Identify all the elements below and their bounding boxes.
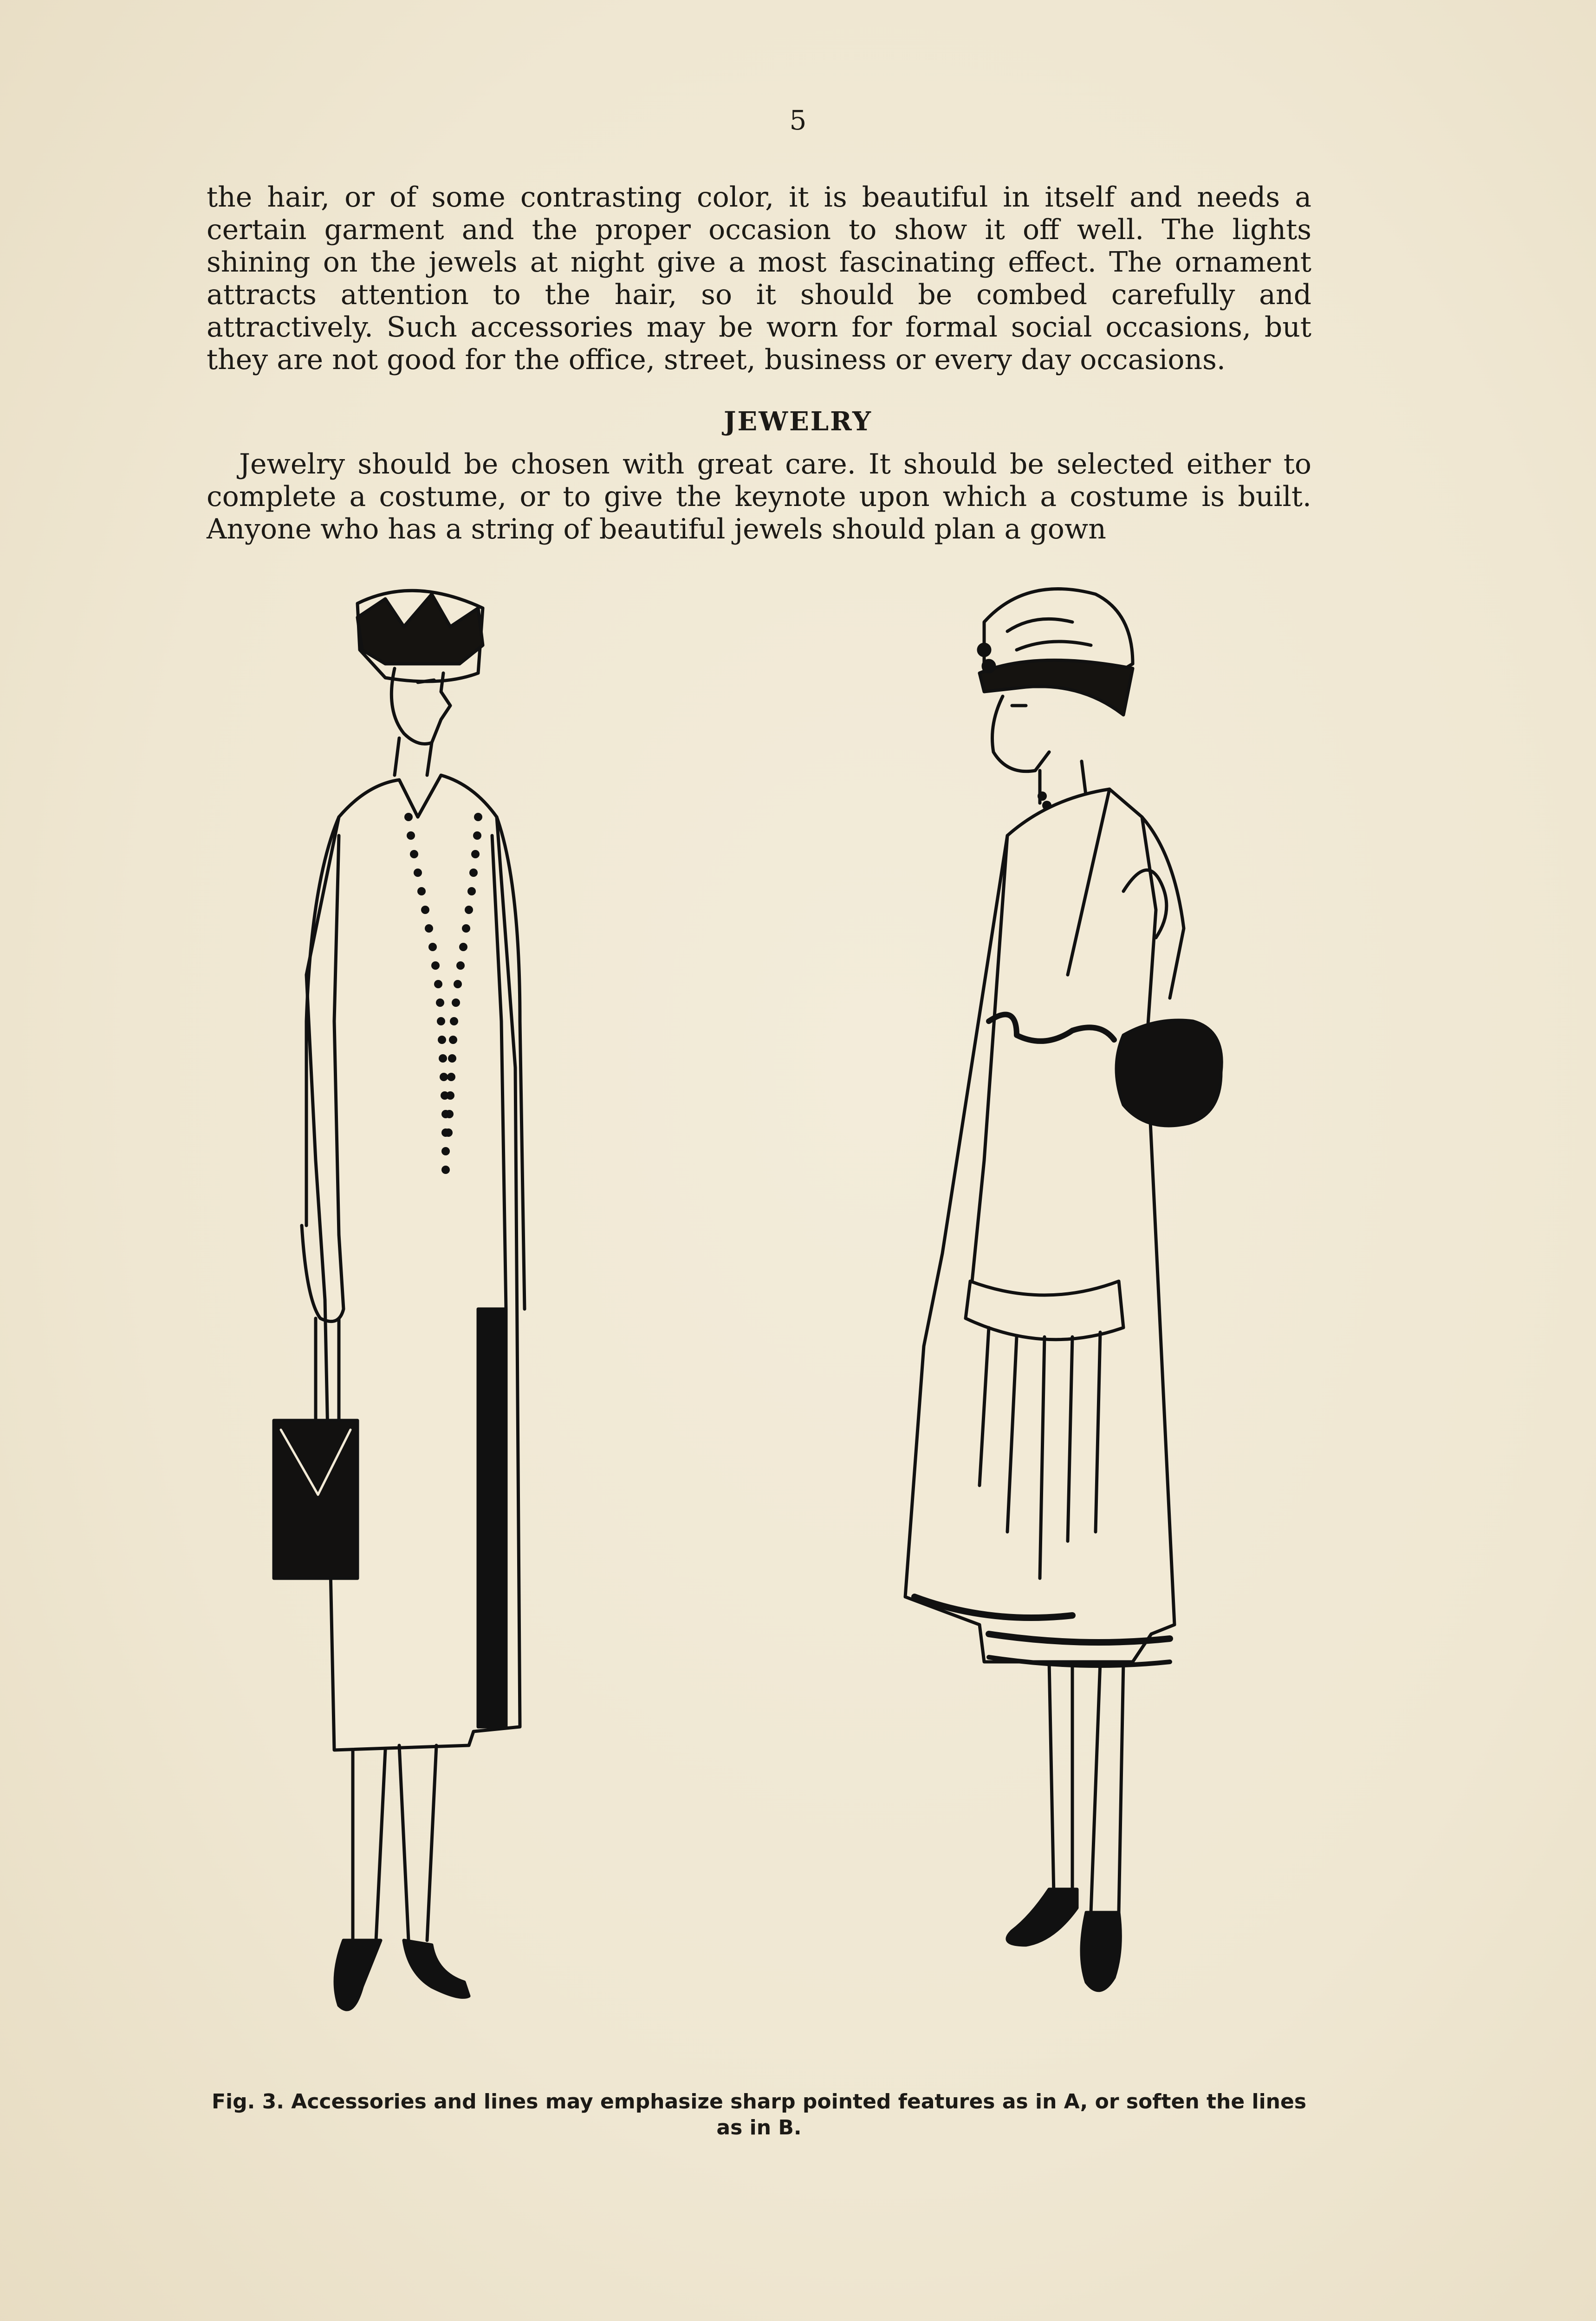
paragraph-text: Jewelry should be chosen with great care. It should be selected either to complete a costume, or to give the keynote upon which a costume is built. Anyone who has a string of beautiful jewels should plan a gown [207,448,1311,545]
paragraph-jewelry [207,448,1311,545]
paragraph-text: the hair, or of some contrasting color, it is beautiful in itself and needs a certain garment and the proper occasion to show it off well. The lights shining on the jewels at night give a most fascinating effect. The ornament attracts attention to the hair, so it should be combed carefully and attractively. Such accessories may be worn for formal social occasions, but they are not good for the office, street, business or every day occasions. [207,181,1311,376]
figure-caption: Fig. 3. Accessories and lines may emphasize sharp pointed features as in A, or soften the lines as in B. [211,2090,1307,2139]
section-heading: JEWELRY [724,406,872,437]
woman-straight-dress-icon [274,590,525,2010]
page-number: 5 [789,104,807,136]
paragraph-continued [207,181,1311,376]
fashion-illustration [200,557,1342,2089]
woman-ruffled-dress-icon [905,589,1221,1990]
